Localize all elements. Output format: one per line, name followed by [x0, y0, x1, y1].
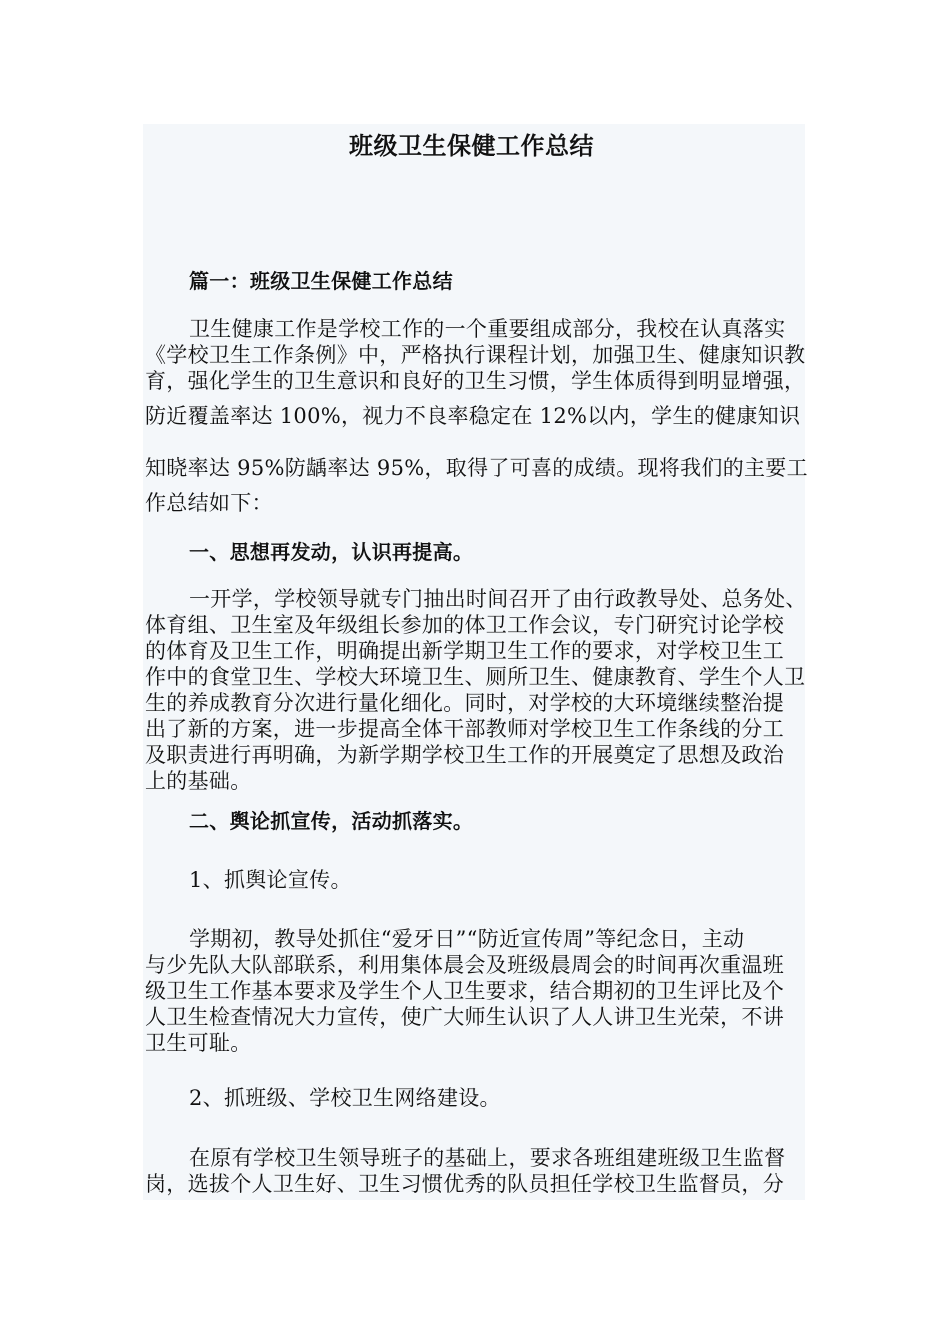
section1-line: 上的基础。 [145, 769, 252, 793]
section1-line: 作中的食堂卫生、学校大环境卫生、厕所卫生、健康教育、学生个人卫 [145, 665, 806, 689]
intro-line: 防近覆盖率达 100%，视力不良率稳定在 12%以内，学生的健康知识 [145, 404, 801, 428]
document-title: 班级卫生保健工作总结 [349, 131, 594, 160]
section-heading: 二、舆论抓宣传，活动抓落实。 [189, 809, 474, 833]
section-heading: 一、思想再发动，认识再提高。 [189, 540, 474, 564]
subsection-heading: 2、抓班级、学校卫生网络建设。 [189, 1086, 501, 1110]
part-heading: 篇一：班级卫生保健工作总结 [189, 269, 453, 293]
subsection-heading: 1、抓舆论宣传。 [189, 868, 352, 892]
section2-line: 岗，选拔个人卫生好、卫生习惯优秀的队员担任学校卫生监督员，分 [145, 1172, 784, 1196]
section1-line: 出了新的方案，进一步提高全体干部教师对学校卫生工作条线的分工 [145, 717, 784, 741]
section2-line: 人卫生检查情况大力宣传，使广大师生认识了人人讲卫生光荣，不讲 [145, 1005, 784, 1029]
section2-line: 与少先队大队部联系，利用集体晨会及班级晨周会的时间再次重温班 [145, 953, 784, 977]
intro-line: 育，强化学生的卫生意识和良好的卫生习惯，学生体质得到明显增强， [145, 369, 806, 393]
section1-line: 一开学，学校领导就专门抽出时间召开了由行政教导处、总务处、 [189, 587, 807, 611]
section2-line: 级卫生工作基本要求及学生个人卫生要求，结合期初的卫生评比及个 [145, 979, 784, 1003]
section1-line: 体育组、卫生室及年级组长参加的体卫工作会议，专门研究讨论学校 [145, 613, 784, 637]
section2-line: 学期初，教导处抓住“爱牙日”“防近宣传周”等纪念日，主动 [189, 927, 745, 951]
section2-line: 在原有学校卫生领导班子的基础上，要求各班组建班级卫生监督 [189, 1146, 786, 1170]
section1-line: 的体育及卫生工作，明确提出新学期卫生工作的要求，对学校卫生工 [145, 639, 784, 663]
section2-line: 卫生可耻。 [145, 1031, 252, 1055]
intro-line: 卫生健康工作是学校工作的一个重要组成部分，我校在认真落实 [189, 317, 786, 341]
section1-line: 及职责进行再明确，为新学期学校卫生工作的开展奠定了思想及政治 [145, 743, 784, 767]
intro-line: 作总结如下： [145, 491, 273, 515]
intro-line: 知晓率达 95%防龋率达 95%，取得了可喜的成绩。现将我们的主要工 [145, 456, 808, 480]
intro-line: 《学校卫生工作条例》中，严格执行课程计划，加强卫生、健康知识教 [145, 343, 806, 367]
section1-line: 生的养成教育分次进行量化细化。同时，对学校的大环境继续整治提 [145, 691, 784, 715]
